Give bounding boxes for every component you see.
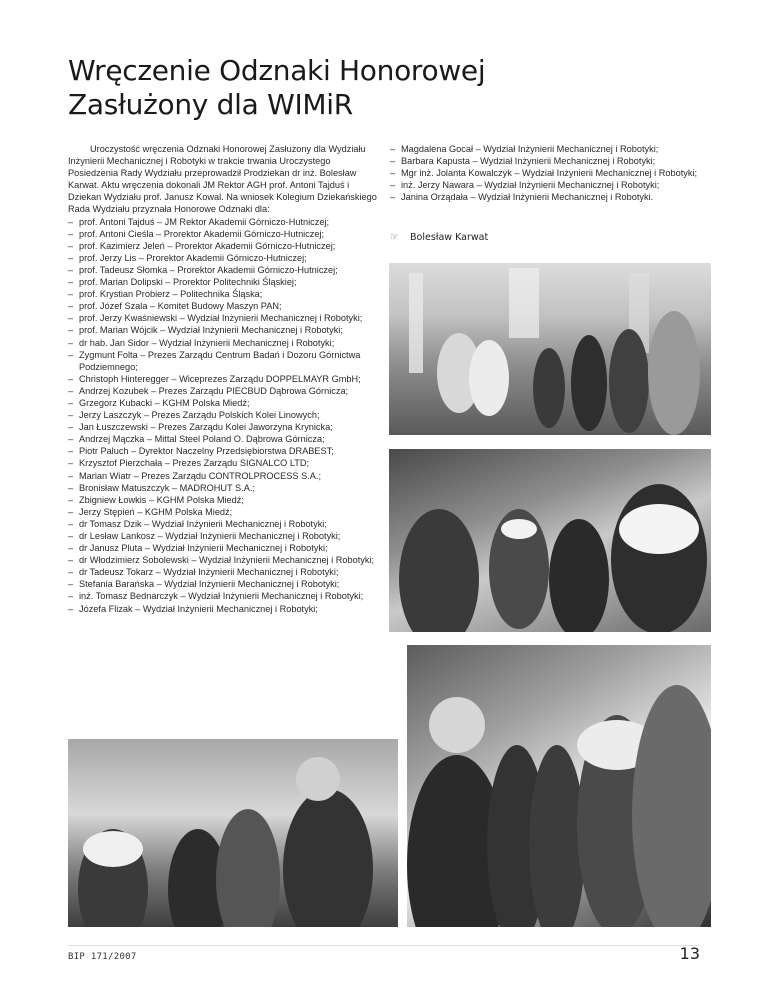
recipient-item: – inż. Jerzy Nawara – Wydział Inżynierii Mechanicznej i Robotyki; bbox=[390, 179, 710, 191]
recipient-item: – inż. Tomasz Bednarczyk – Wydział Inżynierii Mechanicznej i Robotyki; bbox=[68, 590, 378, 602]
left-column bbox=[68, 143, 378, 615]
publication-issue: BIP 171/2007 bbox=[68, 952, 137, 962]
ceremony-photo-3 bbox=[68, 739, 398, 927]
article-title bbox=[68, 54, 628, 122]
recipient-item: – Andrzej Kozubek – Prezes Zarządu PIECBUD Dąbrowa Górnicza; bbox=[68, 385, 378, 397]
recipient-item: – prof. Antoni Tajduś – JM Rektor Akademii Górniczo-Hutniczej; bbox=[68, 216, 378, 228]
title-line-1: Wręczenie Odznaki Honorowej bbox=[68, 54, 486, 87]
recipients-list-left bbox=[68, 216, 378, 615]
recipient-item: – Marian Wiatr – Prezes Zarządu CONTROLPROCESS S.A.; bbox=[68, 470, 378, 482]
recipient-item: – prof. Jerzy Kwaśniewski – Wydział Inżynierii Mechanicznej i Robotyki; bbox=[68, 312, 378, 324]
title-line-2: Zasłużony dla WIMiR bbox=[68, 88, 353, 121]
recipient-item: – prof. Krystian Probierz – Politechnika Śląska; bbox=[68, 288, 378, 300]
recipient-item: – prof. Józef Szala – Komitet Budowy Maszyn PAN; bbox=[68, 300, 378, 312]
recipient-item: – dr hab. Jan Sidor – Wydział Inżynierii Mechanicznej i Robotyki; bbox=[68, 337, 378, 349]
recipient-item: – Jerzy Stępień – KGHM Polska Miedź; bbox=[68, 506, 378, 518]
page-number: 13 bbox=[679, 944, 700, 963]
right-column bbox=[390, 143, 710, 203]
recipient-item: – Mgr inż. Jolanta Kowalczyk – Wydział Inżynierii Mechanicznej i Robotyki; bbox=[390, 167, 710, 179]
recipient-item: – prof. Antoni Cieśla – Prorektor Akademii Górniczo-Hutniczej; bbox=[68, 228, 378, 240]
recipient-item: – Grzegorz Kubacki – KGHM Polska Miedź; bbox=[68, 397, 378, 409]
ceremony-photo-2 bbox=[389, 449, 711, 632]
recipient-item: – Zygmunt Folta – Prezes Zarządu Centrum Badań i Dozoru Górnictwa Podziemnego; bbox=[68, 349, 378, 373]
recipient-item: – dr Lesław Lankosz – Wydział Inżynierii Mechanicznej i Robotyki; bbox=[68, 530, 378, 542]
recipient-item: – Barbara Kapusta – Wydział Inżynierii Mechanicznej i Robotyki; bbox=[390, 155, 710, 167]
recipient-item: – prof. Jerzy Lis – Prorektor Akademii Górniczo-Hutniczej; bbox=[68, 252, 378, 264]
ceremony-photo-4 bbox=[407, 645, 711, 927]
recipient-item: – dr Tomasz Dzik – Wydział Inżynierii Mechanicznej i Robotyki; bbox=[68, 518, 378, 530]
recipient-item: – Jan Łuszczewski – Prezes Zarządu Kolei Jaworzyna Krynicka; bbox=[68, 421, 378, 433]
recipient-item: – prof. Tadeusz Słomka – Prorektor Akademii Górniczo-Hutniczej; bbox=[68, 264, 378, 276]
footer-divider bbox=[68, 945, 700, 946]
recipient-item: – Christoph Hinteregger – Wiceprezes Zarządu DOPPELMAYR GmbH; bbox=[68, 373, 378, 385]
recipient-item: – Józefa Flizak – Wydział Inżynierii Mechanicznej i Robotyki; bbox=[68, 603, 378, 615]
intro-paragraph: Uroczystość wręczenia Odznaki Honorowej Zasłużony dla Wydziału Inżynierii Mechanicznej i Robotyki w trakcie trwania Uroczystego Posiedzenia Rady Wydziału przeprowadził Prodziekan dr inż. Bolesław Karwat. Aktu wręczenia dokonali JM Rektor AGH prof. Antoni Tajduś i Dziekan Wydziału prof. Janusz Kowal. Na wniosek Kolegium Dziekańskiego Rada Wydziału przyznała Honorowe Odznaki dla: bbox=[68, 144, 377, 215]
author-signature bbox=[390, 232, 488, 243]
recipient-item: – dr Włodzimierz Sobolewski – Wydział Inżynierii Mechanicznej i Robotyki; bbox=[68, 554, 378, 566]
ceremony-photo-1 bbox=[389, 263, 711, 435]
recipient-item: – Jerzy Laszczyk – Prezes Zarządu Polskich Kolei Linowych; bbox=[68, 409, 378, 421]
recipient-item: – Zbigniew Łowkis – KGHM Polska Miedź; bbox=[68, 494, 378, 506]
recipient-item: – Janina Orządała – Wydział Inżynierii Mechanicznej i Robotyki. bbox=[390, 191, 710, 203]
recipient-item: – Bronisław Matuszczyk – MADROHUT S.A.; bbox=[68, 482, 378, 494]
recipient-item: – Stefania Barańska – Wydział Inżynierii Mechanicznej i Robotyki; bbox=[68, 578, 378, 590]
recipient-item: – prof. Marian Wójcik – Wydział Inżynierii Mechanicznej i Robotyki; bbox=[68, 324, 378, 336]
recipient-item: – prof. Marian Dolipski – Prorektor Politechniki Śląskiej; bbox=[68, 276, 378, 288]
recipient-item: – dr Janusz Pluta – Wydział Inżynierii Mechanicznej i Robotyki; bbox=[68, 542, 378, 554]
recipient-item: – prof. Kazimierz Jeleń – Prorektor Akademii Górniczo-Hutniczej; bbox=[68, 240, 378, 252]
pointing-hand-icon: ☞ bbox=[390, 232, 399, 243]
recipient-item: – Krzysztof Pierzchała – Prezes Zarządu SIGNALCO LTD; bbox=[68, 457, 378, 469]
recipient-item: – dr Tadeusz Tokarz – Wydział Inżynierii Mechanicznej i Robotyki; bbox=[68, 566, 378, 578]
recipient-item: – Andrzej Mączka – Mittal Steel Poland O. Dąbrowa Górnicza; bbox=[68, 433, 378, 445]
recipient-item: – Magdalena Gocał – Wydział Inżynierii Mechanicznej i Robotyki; bbox=[390, 143, 710, 155]
recipient-item: – Piotr Paluch – Dyrektor Naczelny Przedsiębiorstwa DRABEST; bbox=[68, 445, 378, 457]
author-name: Bolesław Karwat bbox=[410, 232, 489, 243]
recipients-list-right bbox=[390, 143, 710, 203]
